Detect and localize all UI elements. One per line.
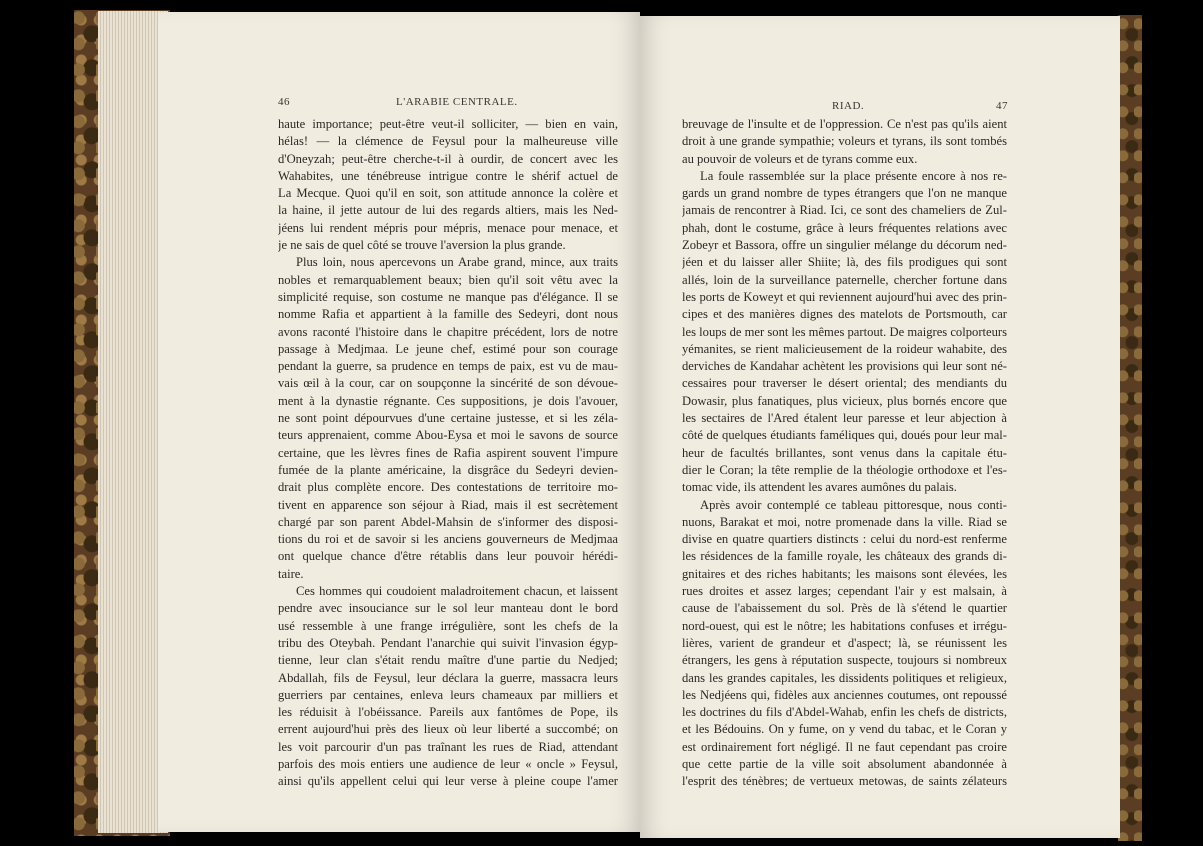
right-page-text-line: que cette partie de la ville soit absolument abandonnée à (682, 756, 1007, 771)
right-page-text-line: les loups de mer sont les mêmes partout. De maigres colporteurs (682, 324, 1007, 339)
left-page-text-line: passage à Medjmaa. Le jeune chef, estimé pour son courage (278, 341, 618, 356)
left-page-text-line: errent aujourd'hui près des lieux où leur liberté a succombé; on (278, 722, 618, 737)
left-page-text-line: pendant la guerre, sa prudence en temps de paix, est vu de mau- (278, 359, 618, 374)
left-page-text-line: taire. (278, 566, 304, 581)
right-page-text-line: gards un grand nombre de types étrangers que l'on ne manque (682, 186, 1007, 201)
left-page-text-line: jéens lui rendent mépris pour mépris, menace pour menace, et (278, 220, 618, 235)
left-page-text-line: chargé par son parent Abdel-Mahsin de s'informer des disposi- (278, 514, 618, 529)
left-page-text-line: parfois des mois entiers une audience de leur « oncle » Feysul, (278, 756, 618, 771)
right-page-text-line: nord-ouest, qui est le nôtre; les habitations confuses et irrégu- (682, 618, 1007, 633)
left-page-text-line: tribu des Oteybah. Pendant l'anarchie qui suivit l'invasion égyp- (278, 635, 618, 650)
left-page-text-line: les voit parcourir d'un pas traînant les rues de Riad, attendant (278, 739, 618, 754)
right-page-text-line: cessaires pour traverser le désert oriental; des mendiants du (682, 376, 1007, 391)
left-page-text-line: teurs apprenaient, comme Abou-Eysa et moi le savons de source (278, 428, 618, 443)
right-page-text-line: étrangers, les gens à réputation suspecte, toujours si nombreux (682, 653, 1007, 668)
left-page (158, 12, 640, 832)
left-page-text-line: les réduisit à l'obéissance. Pareils aux fantômes de Pope, ils (278, 705, 618, 720)
left-page-text-line: Plus loin, nous apercevons un Arabe grand, mince, aux traits (296, 255, 618, 270)
left-page-text-line: simplicité requise, son costume ne manque pas d'élégance. Il se (278, 289, 618, 304)
right-page-text-line: côté de quelques étudiants faméliques qui, doués pour leur mal- (682, 428, 1007, 443)
left-page-text-line: vais œil à la cour, car on soupçonne la sincérité de son dévoue- (278, 376, 618, 391)
right-page-text-line: les résidences de la famille royale, les châteaux des grands di- (682, 549, 1007, 564)
right-page-text-line: les doctrines du fils d'Abdel-Wahab, enfin les chefs de districts, (682, 705, 1007, 720)
left-page-text-line: ne sont point dépourvues d'une certaine justesse, et si les zéla- (278, 411, 618, 426)
right-page-text-line: derviches de Kandahar achètent les provisions qui leur sont né- (682, 359, 1007, 374)
right-page-text-line: heur de facultés brillantes, sont venus dans la capitale étu- (682, 445, 1007, 460)
left-page-text-line: tions du roi et de savoir si les anciens gouverneurs de Medjmaa (278, 532, 618, 547)
right-page-text-line: allés, loin de la surveillance paternelle, chercher fortune dans (682, 272, 1007, 287)
left-page-text-line: drait plus complète encore. Des contestations de territoire mo- (278, 480, 618, 495)
left-page-number: 46 (278, 96, 290, 108)
right-page-text-line: yémanites, se rient malicieusement de la roideur wahabite, des (682, 341, 1007, 356)
right-page-text-line: et les Bédouins. On y fume, on y vend du tabac, et le Coran y (682, 722, 1007, 737)
left-page-text-line: usé ressemble à une frange irrégulière, sont les chefs de la (278, 618, 618, 633)
left-page-text-line: certaine, que les lèvres fines de Rafia aspirent souvent l'impure (278, 445, 618, 460)
right-page-text-line: jéen et du laisser aller Shiite; là, des fils prodigues qui sont (682, 255, 1007, 270)
right-page-text-line: rues droites et assez larges; cependant l'air y est malsain, à (682, 584, 1007, 599)
right-page-text-line: au pouvoir de voleurs et de tyrans comme eux. (682, 151, 918, 166)
left-page-text-line: fumée de la plante américaine, la disgrâce du Sedeyri devien- (278, 462, 618, 477)
right-page-text-line: cause de l'abaissement du sol. Près de là s'étend le quartier (682, 601, 1007, 616)
right-page-number: 47 (996, 100, 1008, 112)
right-page-text-line: dier le Coran; la tête remplie de la théologie orthodoxe et l'es- (682, 462, 1007, 477)
left-page-text-line: d'Oneyzah; peut-être cherche-t-il à ourdir, de concert avec les (278, 151, 618, 166)
right-page-text-line: tomac vide, ils attendent les avares aumônes du palais. (682, 480, 957, 495)
left-page-text-line: Wahabites, une ténébreuse intrigue contre le shérif actuel de (278, 168, 618, 183)
right-page (640, 16, 1120, 838)
left-page-text-line: avons raconté l'histoire dans le chapitre précédent, lors de notre (278, 324, 618, 339)
right-page-text-line: gnitaires et des riches habitants; les maisons sont élevées, les (682, 566, 1007, 581)
right-page-text-line: Zobeyr et Bassora, offre un singulier mélange du décorum ned- (682, 238, 1007, 253)
left-page-text-line: ont quelque chance d'être rétablis dans leur pouvoir hérédi- (278, 549, 618, 564)
left-page-text-line: pendre avec insouciance sur le sol leur manteau dont le bord (278, 601, 618, 616)
right-page-text-line: Dowasir, plus fanatiques, plus vicieux, plus bornés encore que (682, 393, 1007, 408)
right-page-text-line: La foule rassemblée sur la place présente encore à nos re- (700, 168, 1007, 183)
left-page-text-line: nomme Rafia et appartient à la famille des Sedeyri, dont nous (278, 307, 618, 322)
left-page-text-line: Ces hommes qui coudoient maladroitement chacun, et laissent (296, 584, 618, 599)
right-page-text-line: les sectaires de l'Ared étalent leur paresse et leur abjection à (682, 411, 1007, 426)
left-running-head: L'ARABIE CENTRALE. (396, 96, 518, 108)
left-page-text-line: tivent en apparence son séjour à Riad, mais il est secrètement (278, 497, 618, 512)
right-page-text-line: phah, dont le costume, grâce à leurs fréquentes relations avec (682, 220, 1007, 235)
left-page-text-line: ainsi qu'ils appellent celui qui leur verse à pleine coupe l'amer (278, 774, 618, 789)
right-page-text-line: nuons, Barakat et moi, notre promenade dans la ville. Riad se (682, 514, 1007, 529)
right-page-text-line: Après avoir contemplé ce tableau pittoresque, nous conti- (700, 497, 1007, 512)
left-page-text-line: Abdallah, fils de Feysul, leur déclara la guerre, massacra leurs (278, 670, 618, 685)
right-page-body (682, 116, 1007, 791)
right-page-text-line: breuvage de l'insulte et de l'oppression. Ce n'est pas qu'ils aient (682, 117, 1007, 131)
right-running-head: RIAD. (832, 100, 865, 112)
right-page-text-line: divise en quatre quartiers distincts : celui du nord-est renferme (682, 532, 1007, 547)
right-page-text-line: dans les grandes capitales, les dissidents politiques et religieux, (682, 670, 1007, 685)
left-page-text-line: hélas! — la clémence de Feysul pour la malheureuse ville (278, 134, 618, 149)
left-page-text-line: tienne, leur clan s'était rendu maître d'une partie du Nedjed; (278, 653, 618, 668)
right-page-text-line: cipes et des manières dignes des matelots de Portsmouth, car (682, 307, 1007, 322)
right-page-text-line: l'esprit des ténèbres; de vertueux metowas, de saints zélateurs (682, 774, 1007, 789)
right-page-text-line: lières, varient de grandeur et d'aspect; là, se réunissent les (682, 635, 1007, 650)
left-page-text-line: guerriers par centaines, enleva leurs chameaux par milliers et (278, 687, 618, 702)
right-page-text-line: les Nedjéens qui, fidèles aux anciennes coutumes, ont repoussé (682, 687, 1007, 702)
book-cover-right (1118, 15, 1142, 841)
left-page-text-line: nobles et remarquablement beaux; bien qu'il soit vêtu avec la (278, 272, 618, 287)
right-page-text-line: droit à une grande sympathie; voleurs et tyrans, ils sont tombés (682, 134, 1007, 149)
right-page-text-line: est ordinairement fort négligé. Il ne faut cependant pas croire (682, 739, 1007, 754)
left-page-text-line: je ne sais de quel côté se trouve l'aversion la plus grande. (278, 238, 566, 253)
right-page-text-line: les ports de Koweyt et qui reviennent aujourd'hui avec des prin- (682, 289, 1007, 304)
left-page-text-line: La Mecque. Quoi qu'il en soit, son attitude annonce la colère et (278, 186, 618, 201)
left-page-text-line: la haine, il jette autour de lui des regards altiers, mais les Ned- (278, 203, 618, 218)
right-page-text-line: jamais de rencontrer à Riad. Ici, ce sont des chameliers de Zul- (682, 203, 1007, 218)
left-page-body (278, 116, 618, 791)
left-page-text-line: ment à la dynastie régnante. Ces suppositions, je dois l'avouer, (278, 393, 618, 408)
left-page-text-line: haute importance; peut-être veut-il solliciter, — bien en vain, (278, 117, 618, 131)
